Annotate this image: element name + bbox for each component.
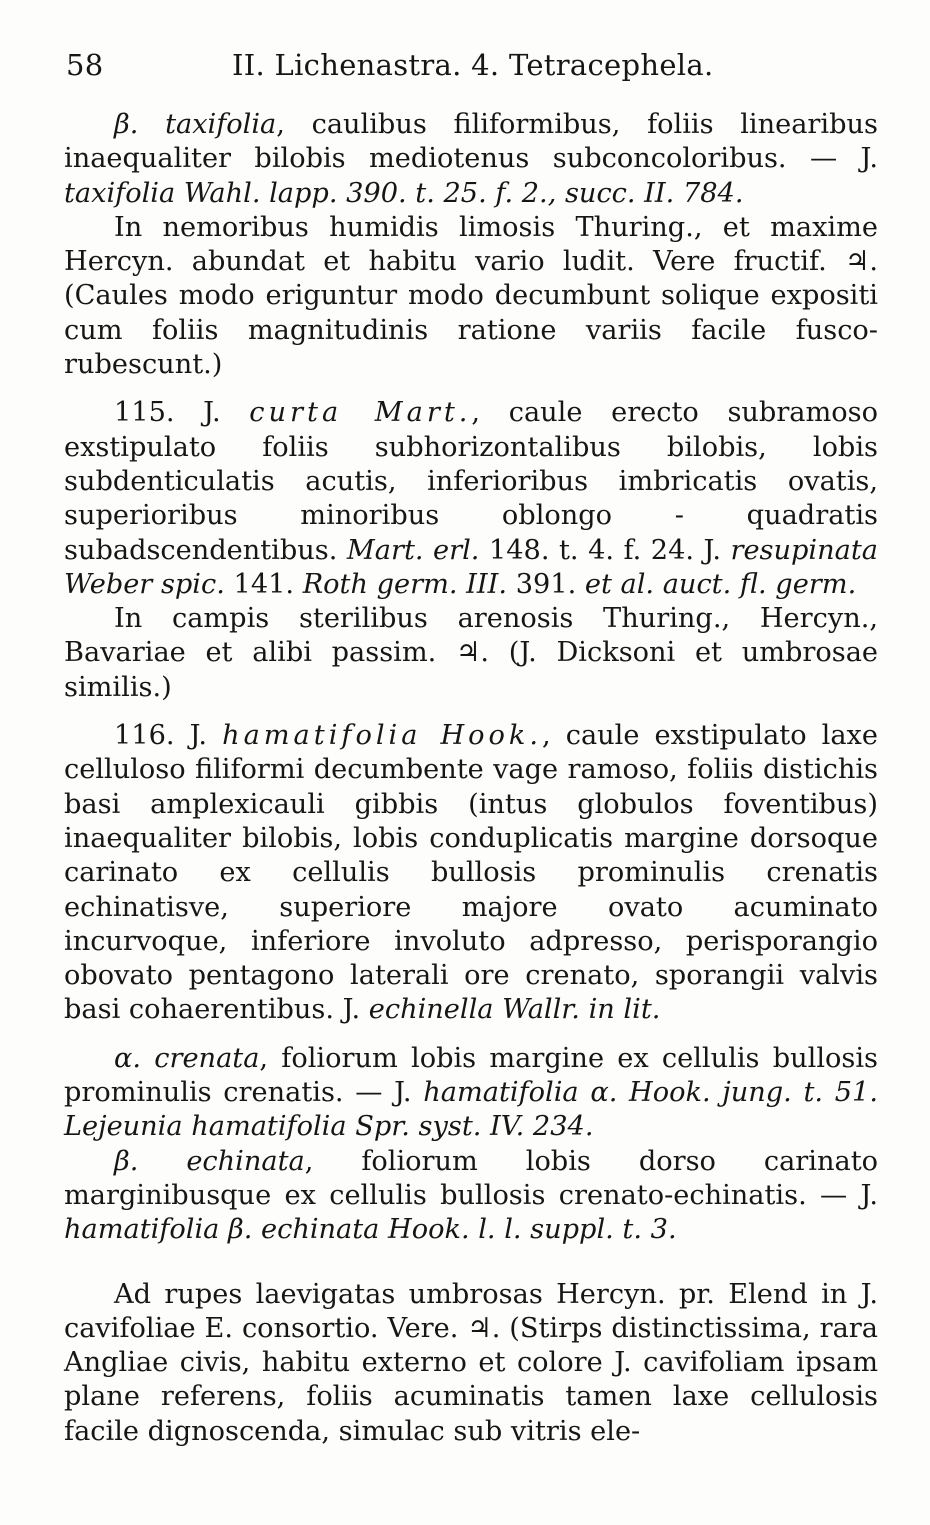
habitat-note: Ad rupes laevigatas umbrosas Hercyn. pr. Elend in J. cavifoliae E. consortio. Vere. ♃. (Stirps distinctissima, rara Angliae civis, habitu externo et colore J. cavifoliam ipsam plane referens, foliis acuminatis tamen laxe cellulosis facile dignoscenda, simulac sub vitris ele-	[64, 1278, 878, 1447]
reference: resupinata Weber spic.	[64, 534, 878, 600]
text-body	[64, 108, 878, 1449]
reference: Roth germ. III.	[302, 568, 508, 600]
species-name: hamatifolia Hook.	[222, 720, 543, 752]
reference: taxifolia Wahl. lapp. 390. t. 25. f. 2., succ. II. 784.	[64, 177, 744, 209]
variety-alpha-crenata: α. crenata, foliorum lobis margine ex cellulis bullosis prominulis crenatis. — J. hamatifolia α. Hook. jung. t. 51. Lejeunia hamatifolia Spr. syst. IV. 234.	[64, 1042, 879, 1143]
variety-name: crenata	[154, 1042, 260, 1074]
species-115: 115. J. curta Mart., caule erecto subramoso exstipulato foliis subhorizontalibus bilobis, lobis subdenticulatis acutis, inferioribus imbricatis ovatis, superioribus minoribus oblongo - quadratis subadscendentibus. Mart. erl. 148. t. 4. f. 24. J. resupinata Weber spic. 141. Roth germ. III. 391. et al. auct. fl. germ.	[64, 397, 878, 600]
reference: et al. auct. fl. germ.	[584, 568, 857, 600]
habitat-note: In campis sterilibus arenosis Thuring., Hercyn., Bavariae et alibi passim. ♃. (J. Dicksoni et umbrosae similis.)	[64, 603, 878, 703]
species-116: 116. J. hamatifolia Hook., caule exstipulato laxe celluloso filiformi decumbente vage ramoso, foliis distichis basi amplexicauli gibbis (intus globulos foventibus) inaequaliter bilobis, lobis conduplicatis margine dorsoque carinato ex cellulis bullosis prominulis crenatis echinatisve, superiore majore ovato acuminato incurvoque, inferiore involuto adpresso, perisporangio obovato pentagono laterali ore crenato, sporangii valvis basi cohaerentibus. J. echinella Wallr. in lit.	[64, 720, 878, 1026]
variety-beta-taxifolia: β. taxifolia, caulibus filiformibus, foliis linearibus inaequaliter bilobis mediotenus subconcoloribus. — J. taxifolia Wahl. lapp. 390. t. 25. f. 2., succ. II. 784.	[64, 109, 878, 209]
page-header	[66, 48, 876, 88]
species-number: 115. J.	[114, 397, 221, 429]
reference: hamatifolia β. echinata Hook. l. l. suppl. t. 3.	[64, 1214, 677, 1246]
variety-beta-echinata: β. echinata, foliorum lobis dorso carinato marginibusque ex cellulis bullosis crenato-echinatis. — J. hamatifolia β. echinata Hook. l. l. suppl. t. 3.	[64, 1145, 878, 1246]
running-title: II. Lichenastra. 4. Tetracephela.	[232, 48, 714, 82]
habitat-note: In nemoribus humidis limosis Thuring., et maxime Hercyn. abundat et habitu vario ludit. Vere fructif. ♃. (Caules modo eriguntur modo decumbunt solique expositi cum foliis magnitudinis ratione variis facile fusco-rubescunt.)	[64, 211, 878, 381]
reference: Mart. erl.	[346, 534, 480, 566]
reference: hamatifolia α. Hook. jung. t. 51. Lejeunia hamatifolia Spr. syst. IV. 234.	[64, 1077, 879, 1143]
variety-name: taxifolia	[165, 109, 277, 140]
species-number: 116. J.	[114, 720, 208, 752]
species-name: curta Mart.	[249, 397, 472, 429]
variety-name: echinata	[186, 1145, 305, 1177]
reference: echinella Wallr. in lit.	[368, 994, 661, 1026]
page-number: 58	[66, 48, 104, 82]
